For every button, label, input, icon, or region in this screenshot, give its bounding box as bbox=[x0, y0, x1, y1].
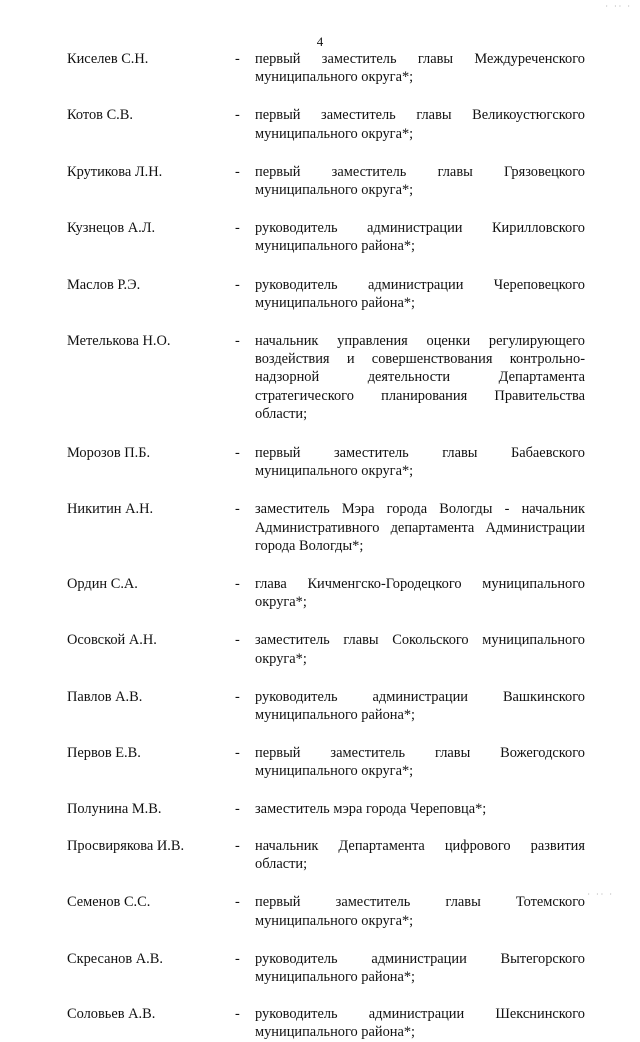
list-item bbox=[67, 837, 585, 873]
member-name: Морозов П.Б. bbox=[67, 445, 151, 462]
position-line: Административного департамента Администрации bbox=[255, 519, 585, 536]
page-number: 4 bbox=[316, 34, 324, 49]
list-item bbox=[67, 575, 585, 611]
position-line: муниципального округа*; bbox=[255, 912, 414, 929]
position-line: первый заместитель главы Грязовецкого bbox=[255, 163, 585, 180]
member-name: Осовской А.Н. bbox=[67, 632, 157, 649]
member-position bbox=[255, 575, 585, 611]
list-item bbox=[67, 444, 585, 480]
position-line: муниципального района*; bbox=[255, 968, 416, 985]
dash-separator: - bbox=[235, 51, 240, 67]
member-position bbox=[255, 219, 585, 255]
position-line: муниципального района*; bbox=[255, 707, 416, 724]
dash-separator: - bbox=[235, 501, 240, 518]
member-position bbox=[255, 500, 585, 555]
member-list bbox=[67, 50, 585, 1042]
position-line: муниципального округа*; bbox=[255, 463, 414, 480]
position-line: начальник Департамента цифрового развития bbox=[255, 837, 585, 854]
member-position bbox=[255, 106, 585, 142]
member-name: Полунина М.В. bbox=[67, 800, 162, 817]
position-line: руководитель администрации Вашкинского bbox=[255, 688, 585, 705]
list-item bbox=[67, 1005, 585, 1041]
list-item bbox=[67, 744, 585, 780]
member-name: Котов С.В. bbox=[67, 107, 133, 124]
position-line: округа*; bbox=[255, 594, 307, 611]
position-line: руководитель администрации Череповецкого bbox=[255, 276, 585, 293]
list-item bbox=[67, 893, 585, 929]
dash-separator: - bbox=[235, 800, 240, 817]
position-line: заместитель главы Сокольского муниципального bbox=[255, 632, 585, 649]
member-position bbox=[255, 332, 585, 423]
position-line: области; bbox=[255, 856, 308, 873]
dash-separator: - bbox=[235, 1006, 240, 1023]
position-line: заместитель Мэра города Вологды - начальник bbox=[255, 501, 585, 518]
member-position bbox=[255, 688, 585, 724]
member-name: Просвирякова И.В. bbox=[67, 837, 185, 854]
dash-separator: - bbox=[235, 576, 240, 593]
dash-separator: - bbox=[235, 688, 240, 705]
member-position bbox=[255, 631, 585, 667]
member-position bbox=[255, 50, 585, 86]
position-line: первый заместитель главы Тотемского bbox=[255, 894, 585, 911]
position-line: области; bbox=[255, 405, 308, 422]
list-item bbox=[67, 800, 585, 818]
dash-separator: - bbox=[235, 333, 240, 350]
position-line: города Вологды*; bbox=[255, 537, 364, 554]
position-line: первый заместитель главы Междуреченского bbox=[255, 51, 585, 67]
list-item bbox=[67, 332, 585, 423]
position-line: муниципального округа*; bbox=[255, 763, 414, 780]
list-item bbox=[67, 50, 585, 86]
position-line: надзорной деятельности Департамента bbox=[255, 369, 585, 386]
position-line: заместитель мэра города Череповца*; bbox=[255, 800, 487, 817]
list-item bbox=[67, 631, 585, 667]
member-position bbox=[255, 950, 585, 986]
member-name: Скресанов А.В. bbox=[67, 950, 163, 967]
member-position bbox=[255, 837, 585, 873]
position-line: руководитель администрации Кирилловского bbox=[255, 220, 585, 237]
member-position bbox=[255, 893, 585, 929]
member-name: Метелькова Н.О. bbox=[67, 333, 171, 350]
dash-separator: - bbox=[235, 950, 240, 967]
dash-separator: - bbox=[235, 276, 240, 293]
position-line: округа*; bbox=[255, 650, 307, 667]
member-position bbox=[255, 163, 585, 199]
member-name: Никитин А.Н. bbox=[67, 501, 154, 518]
dash-separator: - bbox=[235, 445, 240, 462]
member-name: Кузнецов А.Л. bbox=[67, 220, 156, 237]
position-line: муниципального округа*; bbox=[255, 69, 414, 86]
member-name: Маслов Р.Э. bbox=[67, 276, 141, 293]
member-position bbox=[255, 444, 585, 480]
position-line: муниципального района*; bbox=[255, 1024, 416, 1041]
dash-separator: - bbox=[235, 894, 240, 911]
position-line: глава Кичменгско-Городецкого муниципального bbox=[255, 576, 585, 593]
member-name: Крутикова Л.Н. bbox=[67, 163, 163, 180]
member-name: Семенов С.С. bbox=[67, 894, 151, 911]
list-item bbox=[67, 500, 585, 555]
dash-separator: - bbox=[235, 107, 240, 124]
dash-separator: - bbox=[235, 632, 240, 649]
position-line: воздействия и совершенствования контрольно- bbox=[255, 351, 585, 368]
position-line: руководитель администрации Вытегорского bbox=[255, 950, 585, 967]
position-line: руководитель администрации Шекснинского bbox=[255, 1006, 585, 1023]
member-position bbox=[255, 744, 585, 780]
scan-artifact-bottom: · ·· · bbox=[587, 890, 614, 899]
member-name: Павлов А.В. bbox=[67, 688, 143, 705]
dash-separator: - bbox=[235, 745, 240, 762]
member-position bbox=[255, 800, 585, 818]
member-name: Киселев С.Н. bbox=[67, 51, 149, 67]
member-name: Первов Е.В. bbox=[67, 745, 141, 762]
member-name: Ордин С.А. bbox=[67, 576, 138, 593]
position-line: первый заместитель главы Великоустюгского bbox=[255, 107, 585, 124]
position-line: первый заместитель главы Бабаевского bbox=[255, 445, 585, 462]
position-line: начальник управления оценки регулирующего bbox=[255, 333, 585, 350]
list-item bbox=[67, 219, 585, 255]
member-name: Соловьев А.В. bbox=[67, 1006, 156, 1023]
position-line: муниципального округа*; bbox=[255, 182, 414, 199]
member-position bbox=[255, 1005, 585, 1041]
scan-artifact-top: · ·· · bbox=[605, 2, 632, 11]
position-line: стратегического планирования Правительства bbox=[255, 387, 585, 404]
list-item bbox=[67, 276, 585, 312]
member-position bbox=[255, 276, 585, 312]
dash-separator: - bbox=[235, 837, 240, 854]
list-item bbox=[67, 106, 585, 142]
list-item bbox=[67, 688, 585, 724]
list-item bbox=[67, 163, 585, 199]
dash-separator: - bbox=[235, 220, 240, 237]
position-line: первый заместитель главы Вожегодского bbox=[255, 745, 585, 762]
position-line: муниципального района*; bbox=[255, 238, 416, 255]
position-line: муниципального округа*; bbox=[255, 125, 414, 142]
list-item bbox=[67, 950, 585, 986]
position-line: муниципального района*; bbox=[255, 294, 416, 311]
dash-separator: - bbox=[235, 163, 240, 180]
